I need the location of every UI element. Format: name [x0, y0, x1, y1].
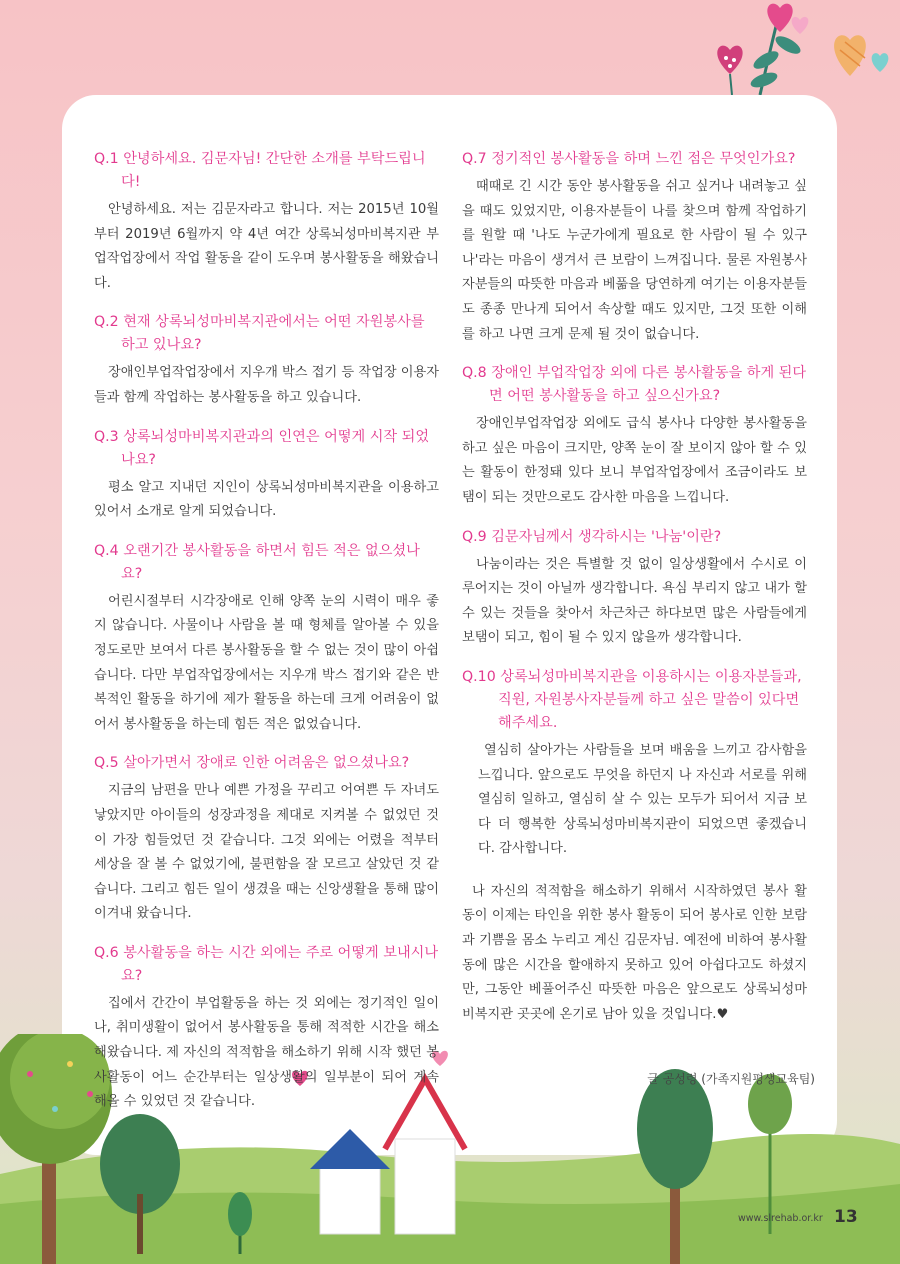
question-1: Q.1 안녕하세요. 김문자님! 간단한 소개를 부탁드립니다! — [94, 151, 426, 190]
question-4: Q.4 오랜기간 봉사활동을 하면서 힘든 적은 없으셨나요? — [94, 542, 420, 582]
question-9: Q.9 김문자님께서 생각하시는 '나눔'이란? — [462, 528, 722, 545]
question-2: Q.2 현재 상록뇌성마비복지관에서는 어떤 자원봉사를 하고 있나요? — [94, 314, 425, 354]
page-number: 13 — [834, 1207, 858, 1227]
answer-1: 안녕하세요. 저는 김문자라고 합니다. 저는 2015년 10월부터 2019년 6월까지 약 4년 여간 상록뇌성마비복지관 부업작업장에서 작업 활동을 같이 도우며 봉사활동을 해왔습니다. — [94, 202, 439, 291]
answer-9: 나눔이라는 것은 특별할 것 없이 일상생활에서 수시로 이루어지는 것이 아닐까 생각합니다. 욕심 부리지 않고 내가 할 수 있는 것들을 찾아서 차근차근 하다보면 많은 사람들에게 보탬이 되고, 힘이 될 수 있지 않을까 생각합니다. — [462, 556, 807, 646]
answer-10: 열심히 살아가는 사람들을 보며 배움을 느끼고 감사함을 느낍니다. 앞으로도 무엇을 하던지 나 자신과 서로를 위해 열심히 일하고, 열심히 살 수 있는 모두가 되어서 지금 보다 더 행복한 상록뇌성마비복지관이 되었으면 좋겠습니다. 감사합니다. — [478, 742, 807, 857]
author-byline: 글 공성령 (가족지원평생교육팀) — [647, 1072, 815, 1086]
question-3: Q.3 상록뇌성마비복지관과의 인연은 어떻게 시작 되었나요? — [94, 428, 430, 468]
question-8: Q.8 장애인 부업작업장 외에 다른 봉사활동을 하게 된다면 어떤 봉사활동을 하고 싶으신가요? — [462, 365, 807, 405]
question-6: Q.6 봉사활동을 하는 시간 외에는 주로 어떻게 보내시나요? — [94, 944, 439, 984]
answer-5: 지금의 남편을 만나 예쁜 가정을 꾸리고 어여쁜 두 자녀도 낳았지만 아이들의 성장과정을 제대로 지켜볼 수 없었던 것이 가장 힘들었던 것 같습니다. 그것 외에는 어렸을 적부터 세상을 잘 볼 수 없었기에, 불편함을 잘 모르고 살았던 것 같습니다. 그리고 힘든 일이 생겼을 때는 신앙생활을 통해 많이 이겨내 왔습니다. — [94, 783, 439, 922]
right-column — [462, 148, 807, 1027]
flower-hearts-decoration — [700, 0, 900, 100]
question-10: Q.10 상록뇌성마비복지관을 이용하시는 이용자분들과, 직원, 자원봉사자분들께 하고 싶은 말씀이 있다면 해주세요. — [462, 668, 802, 731]
question-5: Q.5 살아가면서 장애로 인한 어려움은 없으셨나요? — [94, 755, 410, 772]
question-7: Q.7 정기적인 봉사활동을 하며 느낀 점은 무엇인가요? — [462, 151, 796, 167]
answer-7: 때때로 긴 시간 동안 봉사활동을 쉬고 싶거나 내려놓고 싶을 때도 있었지만, 이용자분들이 나를 찾으며 함께 작업하기를 원할 때 '나도 누군가에게 필요로 한 사람이 될 수 있구나'라는 마음이 생겨서 큰 보람이 느껴집니다. 물론 자원봉사자분들의 따뜻한 마음과 베풂을 당연하게 여기는 이용자분들도 종종 만나게 되어서 속상할 때도 있지만, 그것 또한 이해를 하고 나면 크게 문제 될 것이 없습니다. — [462, 179, 807, 342]
closing-paragraph: 나 자신의 적적함을 해소하기 위해서 시작하였던 봉사 활동이 이제는 타인을 위한 봉사 활동이 되어 봉사로 인한 보람과 기쁨을 몸소 누리고 계신 김문자님. 예전에 비하여 봉사활동에 많은 시간을 할애하지 못하고 있어 아쉽다고도 하셨지만, 그동안 베풀어주신 따뜻한 마음은 앞으로도 상록뇌성마비복지관 곳곳에 온기로 남아 있을 것입니다.♥ — [462, 883, 807, 1022]
answer-6: 집에서 간간이 부업활동을 하는 것 외에는 정기적인 일이나, 취미생활이 없어서 봉사활동을 통해 적적한 시간을 해소해왔습니다. 제 자신의 적적함을 해소하기 위해 시작 했던 봉사활동이 어느 순간부터는 일상생활의 일부분이 되어 계속 해올 수 있었던 것 같습니다. — [94, 995, 439, 1110]
footer-url: www.slrehab.or.kr — [738, 1213, 823, 1224]
answer-8: 장애인부업작업장 외에도 급식 봉사나 다양한 봉사활동을 하고 싶은 마음이 크지만, 양쪽 눈이 잘 보이지 않아 할 수 있는 활동이 한정돼 있다 보니 부업작업장에서 조금이라도 보탬이 되는 것만으로도 감사한 마음을 느낍니다. — [462, 416, 807, 505]
answer-3: 평소 알고 지내던 지인이 상록뇌성마비복지관을 이용하고 있어서 소개로 알게 되었습니다. — [94, 479, 439, 520]
left-column — [94, 148, 439, 1130]
answer-2: 장애인부업작업장에서 지우개 박스 접기 등 작업장 이용자들과 함께 작업하는 봉사활동을 하고 있습니다. — [94, 365, 439, 405]
answer-4: 어린시절부터 시각장애로 인해 양쪽 눈의 시력이 매우 좋지 않습니다. 사물이나 사람을 볼 때 형체를 알아볼 수 있을 정도로만 보여서 다른 봉사활동을 할 수 없는 것이 많이 아쉽습니다. 다만 부업작업장에서는 지우개 박스 접기와 같은 반복적인 활동을 하기에 제가 활동을 하는데 크게 어려움이 없어서 봉사활동을 하는데 힘든 적은 없었습니다. — [94, 593, 439, 732]
